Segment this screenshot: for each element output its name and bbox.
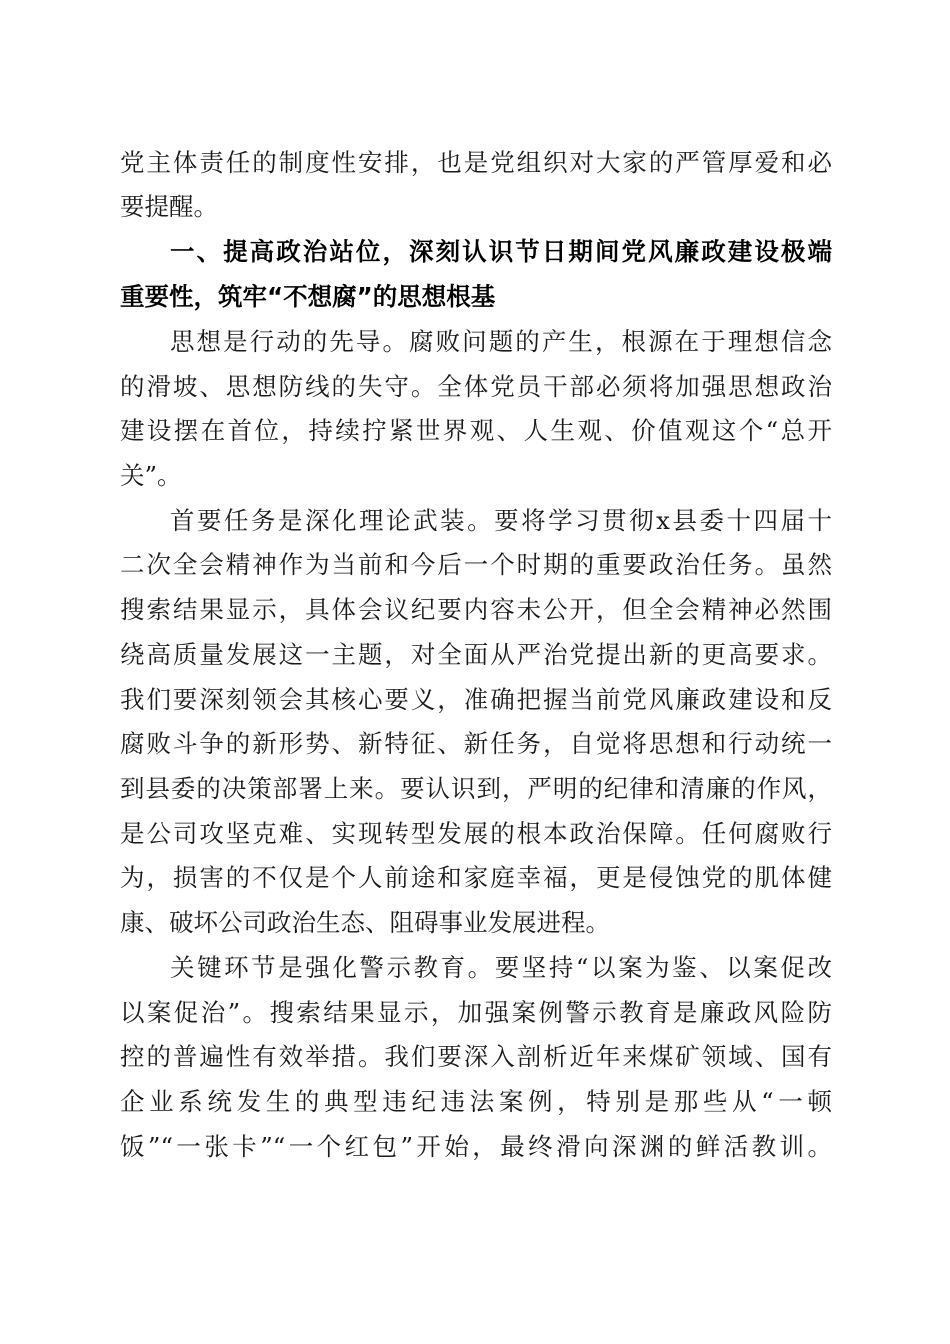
body-text-line: 党主体责任的制度性安排，也是党组织对大家的严管厚爱和必 — [120, 148, 832, 177]
body-text-line: 关”。 — [120, 461, 182, 490]
body-text-line: 建设摆在首位，持续拧紧世界观、人生观、价值观这个“总开 — [120, 416, 832, 445]
body-text-line: 以案促治”。搜索结果显示，加强案例警示教育是廉政风险防 — [120, 998, 832, 1027]
section-heading-line: 重要性，筑牢“不想腐”的思想根基 — [120, 282, 496, 311]
body-text-line: 二次全会精神作为当前和今后一个时期的重要政治任务。虽然 — [120, 550, 832, 579]
body-text-line: 要提醒。 — [120, 192, 218, 221]
body-text-line: 关键环节是强化警示教育。要坚持“以案为鉴、以案促改 — [170, 953, 832, 982]
body-text-line: 思想是行动的先导。腐败问题的产生，根源在于理想信念 — [170, 327, 832, 356]
body-text-line: 腐败斗争的新形势、新特征、新任务，自觉将思想和行动统一 — [120, 729, 832, 758]
body-text-line: 的滑坡、思想防线的失守。全体党员干部必须将加强思想政治 — [120, 372, 832, 401]
body-text-line: 到县委的决策部署上来。要认识到，严明的纪律和清廉的作风， — [120, 774, 832, 803]
body-text-line: 控的普遍性有效举措。我们要深入剖析近年来煤矿领域、国有 — [120, 1042, 832, 1071]
body-text-line: 企业系统发生的典型违纪违法案例，特别是那些从“一顿 — [120, 1087, 832, 1116]
body-text-line: 为，损害的不仅是个人前途和家庭幸福，更是侵蚀党的肌体健 — [120, 863, 832, 892]
body-text-line: 搜索结果显示，具体会议纪要内容未公开，但全会精神必然围 — [120, 595, 832, 624]
body-text-line: 首要任务是深化理论武装。要将学习贯彻x县委十四届十 — [170, 506, 832, 535]
body-text-line: 康、破坏公司政治生态、阻碍事业发展进程。 — [120, 908, 610, 937]
body-text-line: 绕高质量发展这一主题，对全面从严治党提出新的更高要求。 — [120, 640, 832, 669]
body-text-line: 我们要深刻领会其核心要义，准确把握当前党风廉政建设和反 — [120, 685, 832, 714]
body-text-line: 是公司攻坚克难、实现转型发展的根本政治保障。任何腐败行 — [120, 819, 832, 848]
section-heading-line: 一、提高政治站位，深刻认识节日期间党风廉政建设极端 — [170, 237, 832, 266]
body-text-line: 饭”“一张卡”“一个红包”开始，最终滑向深渊的鲜活教训。 — [120, 1132, 832, 1161]
